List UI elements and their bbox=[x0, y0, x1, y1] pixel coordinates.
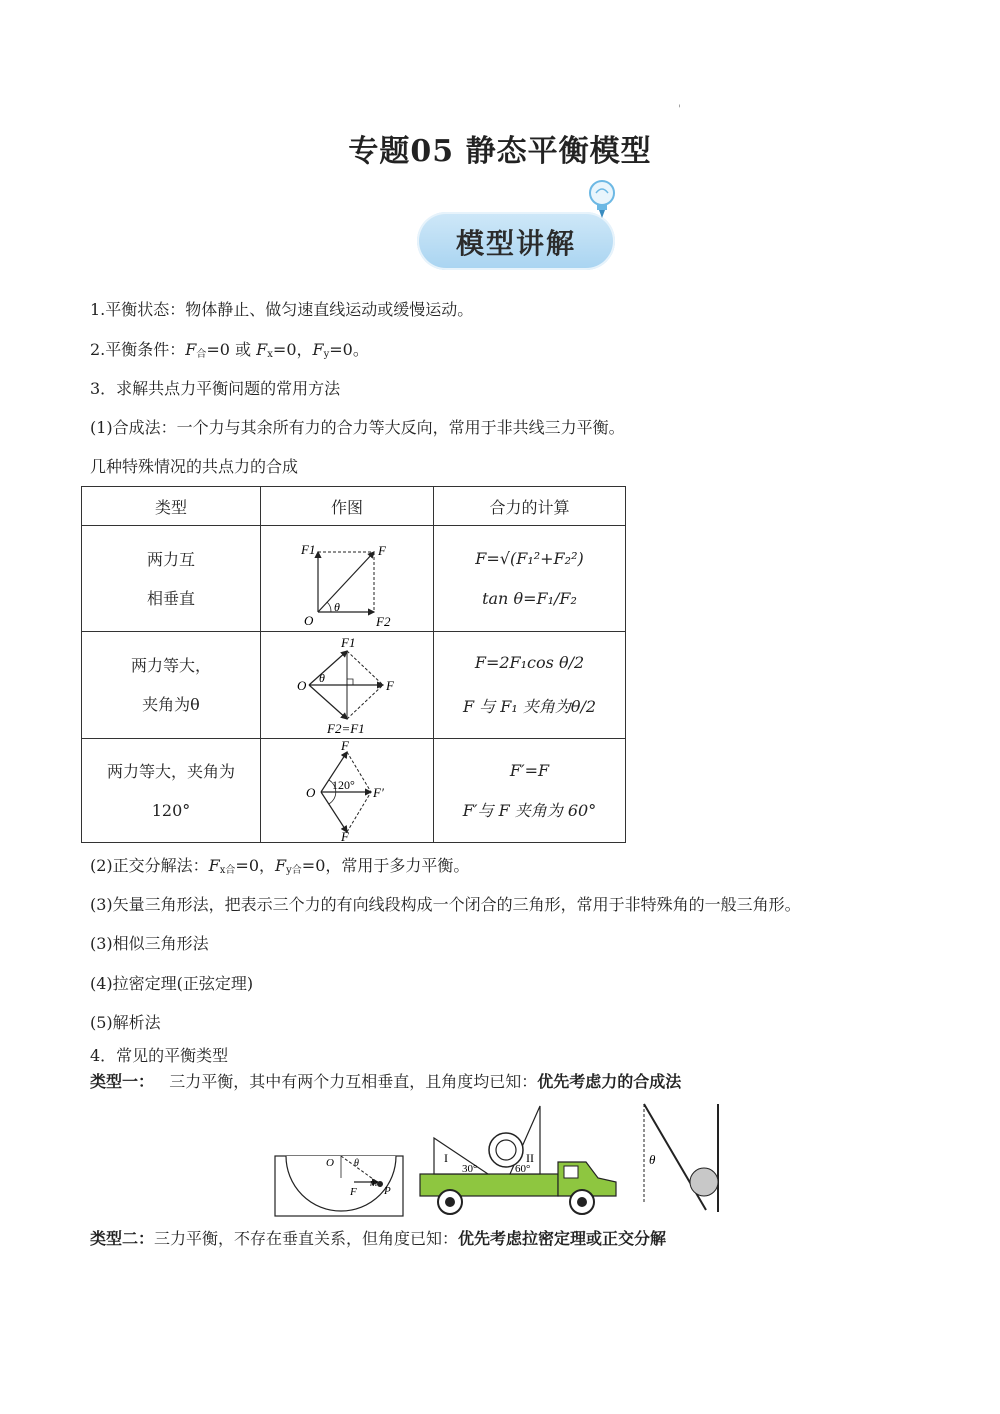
svg-text:P: P bbox=[384, 1185, 391, 1197]
svg-text:F: F bbox=[350, 1186, 357, 1198]
truck-diagram bbox=[418, 1104, 628, 1216]
paragraph-equilibrium-condition: 2.平衡条件：$F_合=0$ 或 $F_x=0$，$F_y=0$。 bbox=[90, 340, 369, 360]
svg-text:O: O bbox=[306, 784, 316, 800]
svg-text:F1: F1 bbox=[301, 541, 316, 557]
svg-text:O: O bbox=[297, 677, 307, 693]
equal-forces-angle-diagram bbox=[261, 633, 433, 738]
wall-ball-diagram bbox=[636, 1102, 728, 1214]
lightbulb-icon bbox=[582, 176, 622, 220]
table-cell-type: 两力等大， 夹角为θ bbox=[82, 632, 261, 739]
paragraph-similar-triangle: (3)相似三角形法 bbox=[90, 934, 209, 953]
svg-text:O: O bbox=[304, 612, 314, 628]
paragraph-common-types: 4．常见的平衡类型 bbox=[90, 1046, 229, 1065]
table-cell-calculation: F=2F₁cos θ/2 F 与 F₁ 夹角为θ/2 bbox=[434, 632, 626, 739]
table-cell-diagram bbox=[261, 526, 434, 632]
svg-text:II: II bbox=[526, 1151, 534, 1165]
perpendicular-forces-diagram bbox=[261, 527, 433, 631]
paragraph-methods-heading: 3．求解共点力平衡问题的常用方法 bbox=[90, 379, 341, 398]
equal-forces-120-diagram bbox=[261, 740, 433, 842]
table-cell-type: 两力互 相垂直 bbox=[82, 526, 261, 632]
type-one-line: 类型一： 三力平衡，其中有两个力互相垂直，且角度均已知：优先考虑力的合成法 bbox=[90, 1072, 682, 1091]
svg-text:m: m bbox=[370, 1178, 378, 1189]
svg-text:θ: θ bbox=[354, 1158, 359, 1169]
svg-text:F: F bbox=[341, 739, 349, 753]
svg-text:F: F bbox=[386, 677, 394, 693]
paragraph-analytic-method: (5)解析法 bbox=[90, 1013, 161, 1032]
svg-text:θ: θ bbox=[334, 599, 340, 614]
svg-text:θ: θ bbox=[649, 1152, 656, 1167]
svg-text:O: O bbox=[326, 1157, 334, 1169]
svg-text:120°: 120° bbox=[332, 777, 355, 792]
svg-text:F2=F1: F2=F1 bbox=[327, 720, 365, 736]
svg-text:F′: F′ bbox=[373, 784, 384, 800]
svg-text:30°: 30° bbox=[462, 1163, 478, 1175]
table-header: 作图 bbox=[261, 487, 434, 526]
page-title: 专题05 静态平衡模型 bbox=[348, 134, 652, 169]
table-cell-calculation: F=√(F₁²+F₂²) tan θ=F₁/F₂ bbox=[434, 526, 626, 632]
table-header: 合力的计算 bbox=[434, 487, 626, 526]
svg-text:F: F bbox=[378, 542, 386, 558]
paragraph-composition-method: (1)合成法：一个力与其余所有力的合力等大反向，常用于非共线三力平衡。 bbox=[90, 418, 625, 437]
table-cell-type: 两力等大，夹角为 120° bbox=[82, 739, 261, 843]
svg-text:I: I bbox=[444, 1151, 448, 1165]
table-cell-diagram bbox=[261, 739, 434, 843]
paragraph-orthogonal-method: (2)正交分解法：$F_{x合}=0$，$F_{y合}=0$，常用于多力平衡。 bbox=[90, 856, 470, 876]
type-two-line: 类型二：三力平衡，不存在垂直关系，但角度已知：优先考虑拉密定理或正交分解 bbox=[90, 1229, 667, 1248]
svg-text:60°: 60° bbox=[515, 1163, 531, 1175]
table-cell-calculation: F′=F F′与 F 夹角为 60° bbox=[434, 739, 626, 843]
bowl-diagram bbox=[274, 1148, 406, 1218]
paragraph-lami-theorem: (4)拉密定理(正弦定理) bbox=[90, 974, 254, 993]
svg-text:F2: F2 bbox=[376, 613, 391, 629]
stray-mark: ' bbox=[678, 104, 681, 115]
svg-text:θ: θ bbox=[319, 670, 325, 685]
paragraph-vector-triangle: (3)矢量三角形法，把表示三个力的有向线段构成一个闭合的三角形，常用于非特殊角的一般三角形。 bbox=[90, 895, 801, 914]
svg-text:F1: F1 bbox=[341, 634, 356, 650]
svg-text:F: F bbox=[341, 828, 349, 842]
special-cases-table bbox=[81, 486, 626, 843]
section-badge-label: 模型讲解 bbox=[455, 227, 576, 260]
paragraph-table-caption: 几种特殊情况的共点力的合成 bbox=[90, 457, 299, 476]
table-cell-diagram bbox=[261, 632, 434, 739]
paragraph-equilibrium-state: 1.平衡状态：物体静止、做匀速直线运动或缓慢运动。 bbox=[90, 300, 474, 319]
table-header: 类型 bbox=[82, 487, 261, 526]
